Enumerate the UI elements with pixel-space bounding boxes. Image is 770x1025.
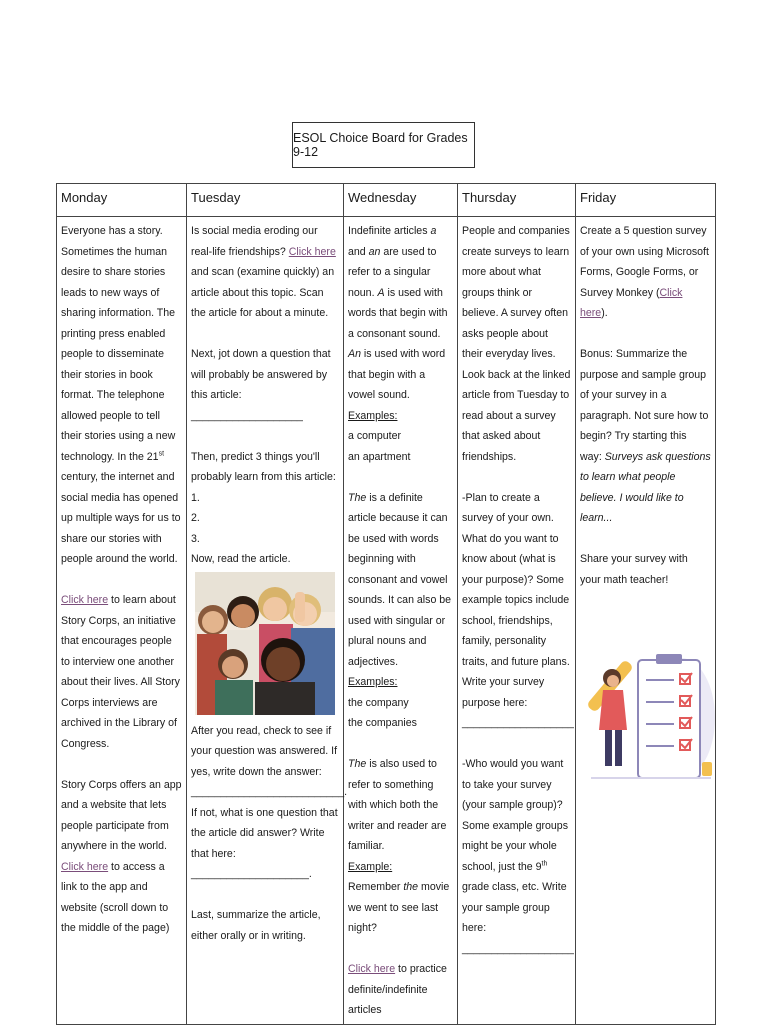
tuesday-summarize: Last, summarize the article, either orally or in writing. [191,909,321,942]
tuesday-article-link[interactable]: Click here [288,245,336,258]
monday-intro: Everyone has a story. Sometimes the human desire to share stories leads to new ways of sharing information. The printing press enabled people to disseminate their stories in book format. The telephone allowed people to tell their stories using a new technology. In the 21st century, the internet and social media has opened up multiple ways for us to share our stories with people around the world. [61,225,181,565]
board-title: ESOL Choice Board for Grades 9-12 [292,122,475,168]
tuesday-predict: Then, predict 3 things you'll probably learn from this article: [191,450,336,483]
wednesday-examples-label: Examples: [348,409,398,422]
wednesday-familiar: The is also used to refer to something with which both the writer and reader are familiar. [348,758,447,852]
thursday-plan: -Plan to create a survey of your own. What do you want to know about (what is your purpose)? Some example topics include school, friendships, family, personality traits, and future plans. Write your survey purpose here: ___________________ [462,491,574,729]
thursday-sample: -Who would you want to take your survey (your sample group)? Some example groups might be your whole school, just the 9th grade class, etc. Write your sample group here: ___________________ [462,758,574,955]
friday-create: Create a 5 question survey of your own using Microsoft Forms, Google Forms, or Survey Monkey (Click here). [580,225,709,319]
wednesday-definite: The is a definite article because it can be used with words beginning with consonant and vowel sounds. It can also be used with singular or plural nouns and adjectives. [348,491,452,668]
thursday-intro: People and companies create surveys to learn more about what groups think or believe. A survey often asks people about their everyday lives. Look back at the linked article from Tuesday to read about a survey that asked about friendships. [462,225,571,463]
tuesday-read: Now, read the article. [191,553,291,565]
friday-cell [576,217,716,1025]
choice-board-table [56,183,716,1025]
tuesday-question: Next, jot down a question that will probably be answered by this article: ___________________ [191,348,331,422]
friday-survey-link[interactable]: Click here [580,286,683,319]
tuesday-cell [187,217,348,1025]
wednesday-example-3: the company [348,696,409,709]
monday-storycorps: Click here to learn about Story Corps, an initiative that encourages people to interview one another about their lives. All Story Corps interviews are archived in the Library of Congress. [61,594,180,750]
tuesday-intro: Is social media eroding our real-life friendships? Click here and scan (examine quickly) an article about this topic. Scan the article for about a minute. [191,225,336,319]
tuesday-item-2: 2. [191,512,200,524]
header-friday: Friday [576,184,716,217]
monday-app-link[interactable]: Click here [61,860,109,873]
header-thursday: Thursday [458,184,576,217]
tuesday-after-read: After you read, check to see if your question was answered. If yes, write down the answer: __________________________. [191,724,348,798]
thursday-cell [458,217,576,1025]
header-tuesday: Tuesday [187,184,344,217]
wednesday-example-5: Remember the movie we went to see last night? [348,881,450,934]
friday-bonus: Bonus: Summarize the purpose and sample group of your survey in a paragraph. Not sure how to begin? Try starting this way: Surveys ask questions to learn what people believe. I would like to learn... [580,348,711,524]
survey-checklist-illustration [586,638,716,788]
wednesday-cell [344,217,458,1025]
wednesday-indefinite: Indefinite articles a and an are used to refer to a singular noun. A is used with words that begin with a consonant sound. An is used with word that begin with a vowel sound. [348,225,448,401]
monday-cell [57,217,187,1025]
monday-storycorps-link[interactable]: Click here [61,594,109,606]
wednesday-example-2: an apartment [348,450,411,463]
tuesday-item-1: 1. [191,491,200,504]
header-wednesday: Wednesday [344,184,458,217]
tuesday-if-not: If not, what is one question that the article did answer? Write that here: ____________________. [191,806,338,880]
wednesday-example-label: Example: [348,860,393,873]
wednesday-example-1: a computer [348,430,401,442]
friends-selfie-photo [195,572,335,715]
monday-app: Story Corps offers an app and a website that lets people participate from anywhere in the world. Click here to access a link to the app and website (scroll down to the middle of the page) [61,778,182,934]
wednesday-practice-link[interactable]: Click here [348,963,396,975]
wednesday-practice: Click here to practice definite/indefinite articles [348,963,447,1016]
header-row [57,184,716,217]
tuesday-item-3: 3. [191,532,200,545]
wednesday-examples-label-2: Examples: [348,676,398,688]
header-monday: Monday [57,184,187,217]
wednesday-example-4: the companies [348,717,417,729]
friday-share: Share your survey with your math teacher! [580,553,688,586]
